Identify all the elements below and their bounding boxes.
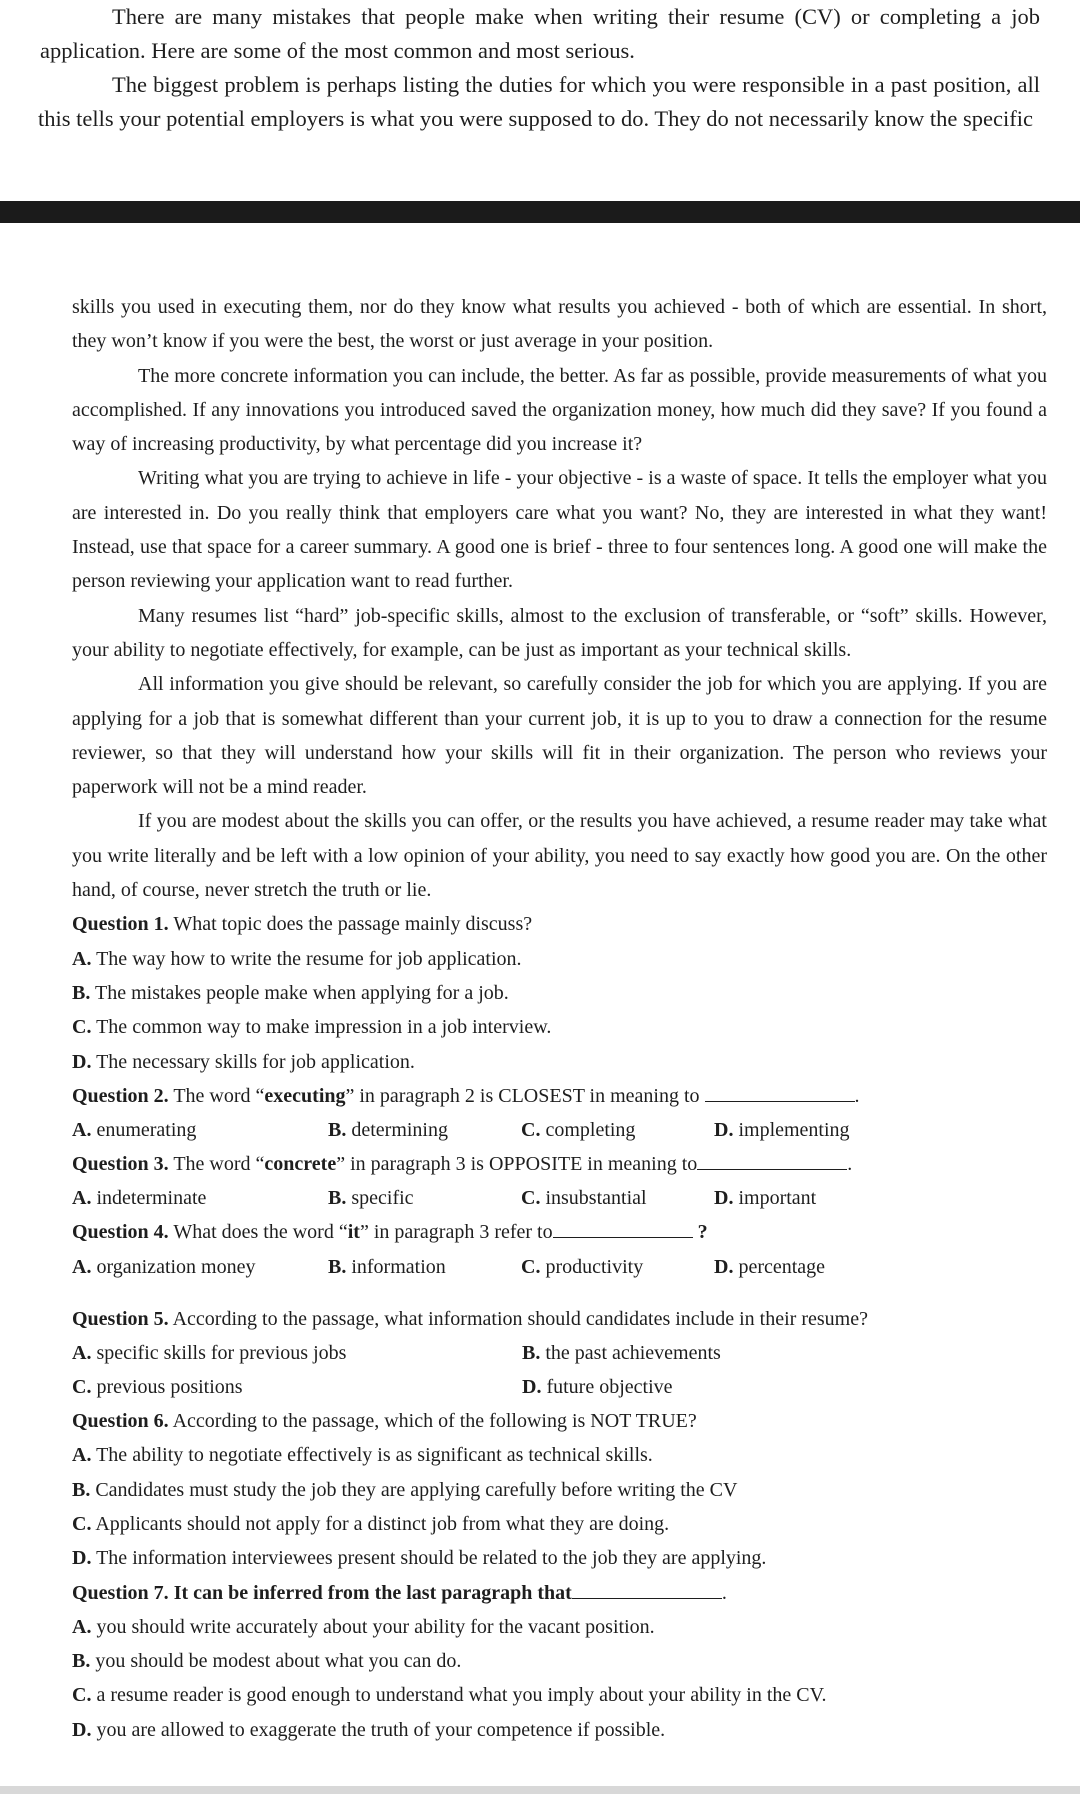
question-end: ? — [697, 1221, 708, 1244]
question-end: . — [854, 1084, 860, 1107]
option-a: enumerating — [96, 1119, 197, 1142]
question-keyword: concrete — [264, 1153, 337, 1176]
option-letter: D. — [714, 1187, 734, 1210]
option-letter: A. — [72, 947, 92, 970]
option-a: indeterminate — [96, 1187, 207, 1210]
question-7 — [72, 1576, 1047, 1747]
option-letter: D. — [72, 1718, 92, 1741]
option-c: completing — [545, 1119, 636, 1142]
option-letter: A. — [72, 1444, 92, 1467]
option-d: future objective — [546, 1376, 673, 1399]
passage-paragraph: Writing what you are trying to achieve in life - your objective - is a waste of space. It tells the employer what you are interested in. Do you really think that employers care what you want? No, they are interested in what they want! Instead, use that space for a career summary. A good one is brief - three to four sentences long. A good one will make the person reviewing your application want to read further. — [72, 467, 1047, 593]
passage-paragraph: If you are modest about the skills you can offer, or the results you have achieved, a resume reader may take what you write literally and be left with a low opinion of your ability, you need to say exactly how good you are. On the other hand, of course, never stretch the truth or lie. — [72, 810, 1047, 902]
question-label: Question 7. — [72, 1581, 169, 1604]
option-letter: C. — [72, 1016, 92, 1039]
option-d: implementing — [738, 1119, 850, 1142]
question-text: What does the word “ — [173, 1221, 348, 1244]
option-c: The common way to make impression in a job interview. — [96, 1016, 552, 1039]
option-letter: A. — [72, 1255, 92, 1278]
option-letter: B. — [328, 1187, 347, 1210]
question-5 — [72, 1302, 1047, 1404]
question-2 — [72, 1079, 1047, 1147]
passage-paragraph: All information you give should be relevant, so carefully consider the job for which you are applying. If you are applying for a job that is somewhat different than your current job, it is up to you to draw a connection for the resume reviewer, so that they will understand how your skills will fit in their organization. The person who reviews your paperwork will not be a mind reader. — [72, 673, 1047, 799]
option-c: Applicants should not apply for a distinct job from what they are doing. — [95, 1512, 670, 1535]
option-b: determining — [351, 1119, 448, 1142]
question-text: ” in paragraph 3 is OPPOSITE in meaning to — [336, 1153, 698, 1176]
option-letter: A. — [72, 1615, 92, 1638]
bottom-edge — [0, 1786, 1080, 1794]
question-text: The word “ — [173, 1084, 265, 1107]
intro-paragraph-2: The biggest problem is perhaps listing the duties for which you were responsible in a past position, all this tells your potential employers is what you were supposed to do. They do not necessarily know the specific — [38, 72, 1040, 131]
option-b: the past achievements — [545, 1342, 721, 1365]
option-a: organization money — [96, 1255, 256, 1278]
question-text: ” in paragraph 3 refer to — [359, 1221, 553, 1244]
option-d: important — [738, 1187, 817, 1210]
option-a: The ability to negotiate effectively is as significant as technical skills. — [96, 1444, 653, 1467]
option-b: you should be modest about what you can do. — [95, 1650, 462, 1673]
option-c: insubstantial — [545, 1187, 647, 1210]
question-label: Question 5. — [72, 1307, 169, 1330]
option-letter: D. — [714, 1119, 734, 1142]
question-label: Question 6. — [72, 1410, 169, 1433]
page-divider — [0, 201, 1080, 223]
option-letter: B. — [328, 1119, 347, 1142]
option-letter: B. — [72, 981, 91, 1004]
option-c: productivity — [545, 1255, 644, 1278]
passage-paragraph: skills you used in executing them, nor do they know what results you achieved - both of which are essential. In short, they won’t know if you were the best, the worst or just average in your position. — [72, 296, 1047, 353]
option-letter: B. — [72, 1650, 91, 1673]
question-label: Question 1. — [72, 913, 169, 936]
answer-blank — [697, 1151, 847, 1170]
question-text: What topic does the passage mainly discuss? — [173, 913, 533, 936]
option-letter: C. — [72, 1512, 92, 1535]
question-keyword: it — [347, 1221, 360, 1244]
option-letter: C. — [521, 1255, 541, 1278]
answer-blank — [705, 1083, 855, 1102]
option-letter: C. — [521, 1119, 541, 1142]
option-letter: D. — [72, 1547, 92, 1570]
passage-paragraph: Many resumes list “hard” job-specific skills, almost to the exclusion of transferable, or “soft” skills. However, your ability to negotiate effectively, for example, can be just as important as your technical skills. — [72, 604, 1047, 661]
answer-blank — [553, 1219, 693, 1238]
option-b: information — [351, 1255, 446, 1278]
top-page-fragment — [0, 0, 1080, 200]
spacer — [72, 1284, 1047, 1302]
option-letter: A. — [72, 1119, 92, 1142]
option-letter: C. — [72, 1684, 92, 1707]
question-text: It can be inferred from the last paragraph that — [173, 1581, 572, 1604]
option-letter: A. — [72, 1187, 92, 1210]
option-letter: D. — [522, 1376, 542, 1399]
option-b: specific — [351, 1187, 414, 1210]
option-a: The way how to write the resume for job application. — [96, 947, 522, 970]
option-b: The mistakes people make when applying for a job. — [94, 981, 509, 1004]
intro-paragraph-1: There are many mistakes that people make when writing their resume (CV) or completing a job application. Here are some of the most common and most serious. — [40, 4, 1040, 63]
option-letter: D. — [72, 1050, 92, 1073]
option-letter: A. — [72, 1342, 92, 1365]
question-1 — [72, 907, 1047, 1078]
option-b: Candidates must study the job they are applying carefully before writing the CV — [95, 1478, 738, 1501]
question-keyword: executing — [264, 1084, 346, 1107]
option-c: previous positions — [96, 1376, 243, 1399]
option-d: The information interviewees present should be related to the job they are applying. — [96, 1547, 767, 1570]
option-a: specific skills for previous jobs — [96, 1342, 347, 1365]
question-end: . — [721, 1581, 727, 1604]
question-text: ” in paragraph 2 is CLOSEST in meaning to — [345, 1084, 700, 1107]
option-c: a resume reader is good enough to understand what you imply about your ability in the CV. — [96, 1684, 827, 1707]
option-d: you are allowed to exaggerate the truth of your competence if possible. — [96, 1718, 666, 1741]
question-label: Question 4. — [72, 1221, 169, 1244]
question-3 — [72, 1147, 1047, 1215]
option-letter: B. — [522, 1342, 541, 1365]
option-letter: D. — [714, 1255, 734, 1278]
answer-blank — [572, 1580, 722, 1599]
question-6 — [72, 1404, 1047, 1575]
option-letter: B. — [72, 1478, 91, 1501]
question-text: According to the passage, which of the following is NOT TRUE? — [172, 1410, 697, 1433]
passage-paragraph: The more concrete information you can include, the better. As far as possible, provide measurements of what you accomplished. If any innovations you introduced saved the organization money, how much did they save? If you found a way of increasing productivity, by what percentage did you increase it? — [72, 364, 1047, 456]
question-label: Question 3. — [72, 1153, 169, 1176]
option-a: you should write accurately about your ability for the vacant position. — [96, 1615, 655, 1638]
question-text: According to the passage, what information should candidates include in their resume? — [172, 1307, 868, 1330]
question-label: Question 2. — [72, 1084, 169, 1107]
question-text: The word “ — [173, 1153, 265, 1176]
question-4 — [72, 1215, 1047, 1283]
option-letter: C. — [72, 1376, 92, 1399]
option-d: The necessary skills for job application. — [96, 1050, 415, 1073]
question-end: . — [847, 1153, 853, 1176]
passage-and-questions — [72, 290, 1047, 1747]
option-d: percentage — [738, 1255, 826, 1278]
option-letter: C. — [521, 1187, 541, 1210]
option-letter: B. — [328, 1255, 347, 1278]
